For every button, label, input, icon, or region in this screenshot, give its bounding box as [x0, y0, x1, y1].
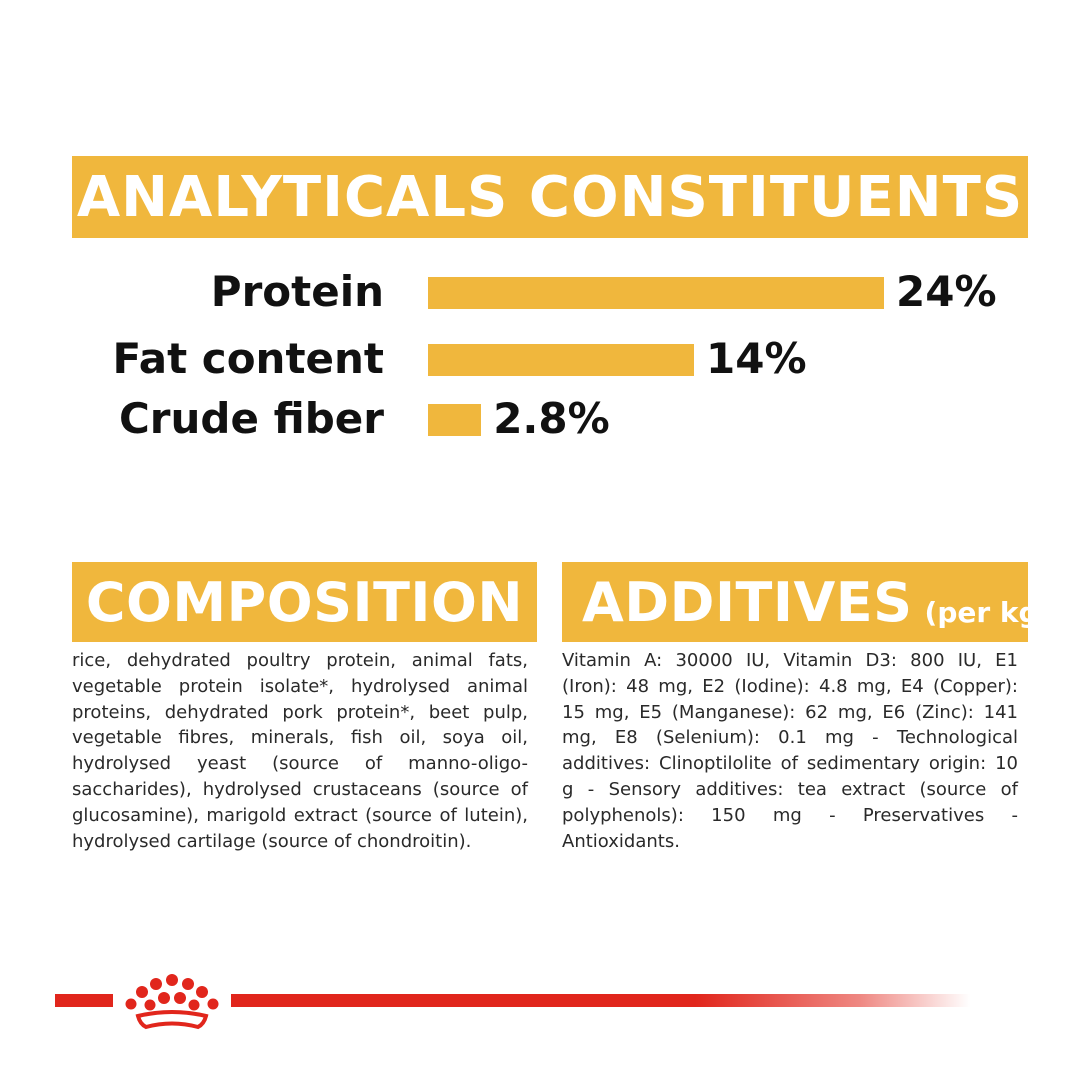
chart-label-crude-fiber: Crude fiber: [118, 394, 384, 443]
chart-label-fat-content: Fat content: [112, 334, 384, 383]
crown-icon: [122, 972, 222, 1030]
chart-value-fat-content: 14%: [706, 334, 807, 383]
analytical-constituents-heading: ANALYTICALS CONSTITUENTS: [76, 164, 1024, 230]
additives-unit-label: (per kg): [924, 595, 1052, 629]
chart-label-protein: Protein: [210, 267, 384, 316]
additives-text: Vitamin A: 30000 IU, Vitamin D3: 800 IU, E1 (Iron): 48 mg, E2 (Iodine): 4.8 mg, E4 (Copper): 15 mg, E5 (Manganese): 62 mg, E6 (Zinc): 141 mg, E8 (Selenium): 0.1 mg - Technological additives: Clinoptilolite of sedimentary origin: 10 g - Sensory additives: tea extract (source of polyphenols): 150 mg - Preservatives - Antioxidants.: [562, 650, 1018, 852]
chart-value-crude-fiber: 2.8%: [493, 394, 610, 443]
analytical-constituents-banner: [72, 156, 1028, 238]
chart-bar-protein: [428, 277, 884, 309]
composition-heading: COMPOSITION: [85, 570, 524, 634]
chart-bar-fat-content: [428, 344, 694, 376]
additives-heading: ADDITIVES: [582, 570, 913, 634]
composition-banner: [72, 562, 537, 642]
additives-banner: [562, 562, 1052, 642]
chart-bar-crude-fiber: [428, 404, 481, 436]
chart-value-protein: 24%: [896, 267, 997, 316]
composition-text: rice, dehydrated poultry protein, animal fats, vegetable protein isolate*, hydrolysed animal proteins, dehydrated pork protein*, beet pulp, vegetable fibres, minerals, fish oil, soya oil, hydrolysed yeast (source of manno-oligo-saccharides), hydrolysed crustaceans (source of glucosamine), marigold extract (source of lutein), hydrolysed cartilage (source of chondroitin).: [72, 650, 528, 852]
